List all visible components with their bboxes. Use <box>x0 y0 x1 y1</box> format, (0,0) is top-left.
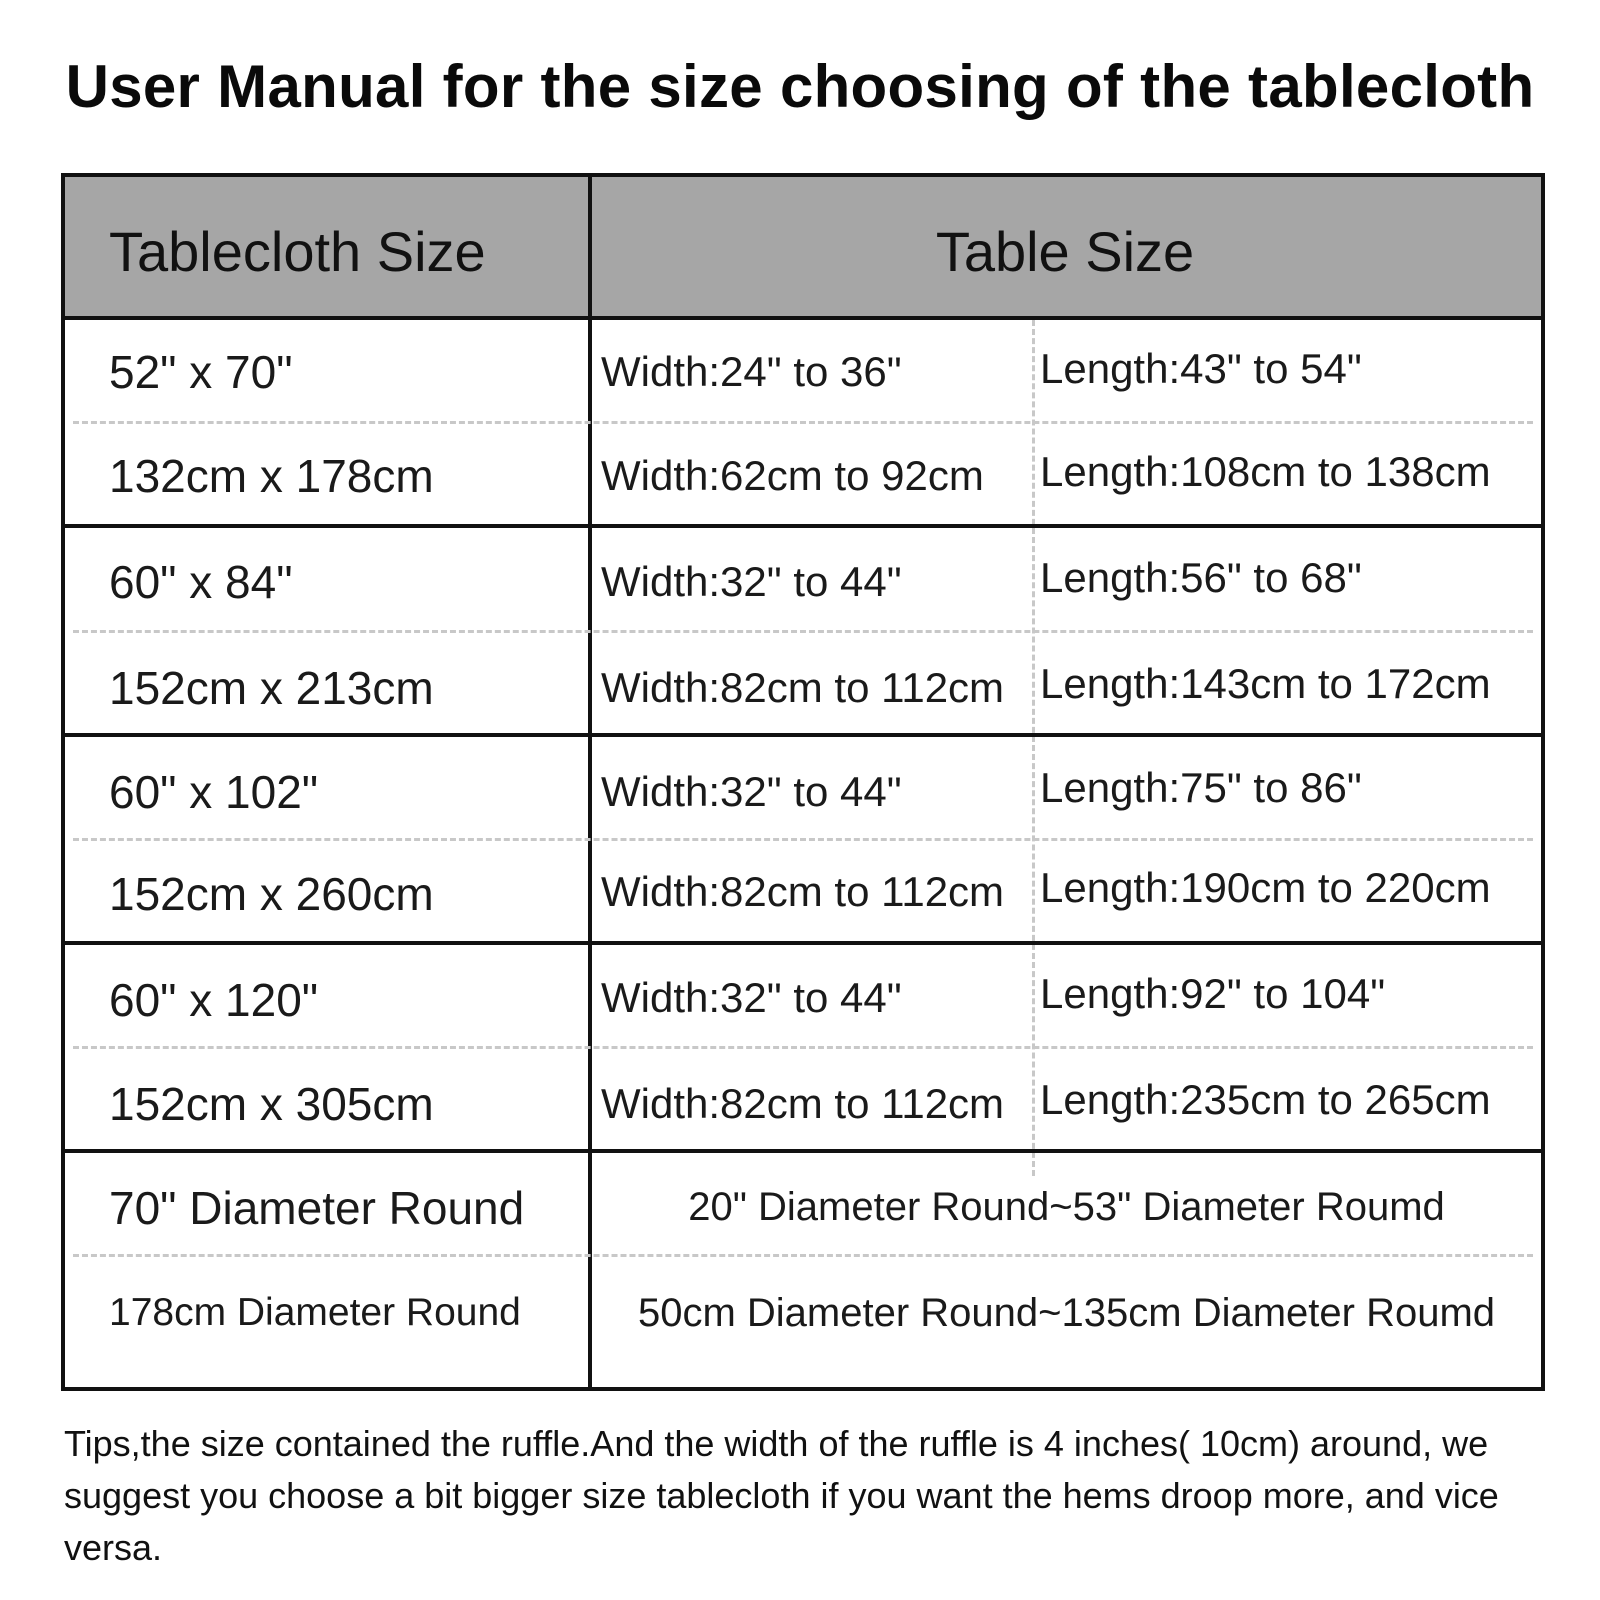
tablecloth-size-cell: 178cm Diameter Round <box>109 1291 521 1334</box>
size-table <box>61 173 1545 1391</box>
table-width-cell: Width:82cm to 112cm <box>601 868 1005 915</box>
round-table-size-cell: 20" Diameter Round~53" Diameter Roumd <box>688 1185 1445 1229</box>
table-width-cell: Width:62cm to 92cm <box>601 452 984 499</box>
tablecloth-size-cell: 60" x 120" <box>109 974 319 1026</box>
tablecloth-size-cell: 60" x 102" <box>109 766 319 818</box>
tablecloth-size-cell: 152cm x 305cm <box>109 1078 434 1130</box>
table-length-cell: Length:56" to 68" <box>1040 554 1362 601</box>
group-divider <box>65 524 1541 528</box>
table-length-cell: Length:43" to 54" <box>1040 345 1362 392</box>
tablecloth-size-cell: 152cm x 213cm <box>109 662 434 714</box>
table-width-cell: Width:82cm to 112cm <box>601 664 1005 711</box>
round-table-size-cell: 50cm Diameter Round~135cm Diameter Roumd <box>637 1291 1496 1335</box>
tablecloth-size-cell: 60" x 84" <box>109 556 293 608</box>
tips-text: Tips,the size contained the ruffle.And the width of the ruffle is 4 inches( 10cm) around, we suggest you choose a bit bigger size tablecloth if you want the hems droop more, and vice versa. <box>64 1423 1499 1568</box>
tablecloth-size-cell: 152cm x 260cm <box>109 868 434 920</box>
table-width-cell: Width:32" to 44" <box>601 768 902 815</box>
table-length-cell: Length:75" to 86" <box>1040 764 1362 811</box>
header-table-size: Table Size <box>935 220 1195 283</box>
row-divider-dashed <box>73 1254 1533 1257</box>
table-header <box>65 177 1541 320</box>
table-width-cell: Width:82cm to 112cm <box>601 1080 1005 1127</box>
table-length-cell: Length:235cm to 265cm <box>1040 1076 1491 1123</box>
group-divider <box>65 1149 1541 1153</box>
header-tablecloth-size: Tablecloth Size <box>109 220 486 283</box>
table-length-cell: Length:92" to 104" <box>1040 970 1386 1017</box>
table-length-cell: Length:108cm to 138cm <box>1040 448 1491 495</box>
table-length-cell: Length:190cm to 220cm <box>1040 864 1491 911</box>
table-width-cell: Width:24" to 36" <box>601 348 902 395</box>
row-divider-dashed <box>73 630 1533 633</box>
table-width-cell: Width:32" to 44" <box>601 974 902 1021</box>
table-width-cell: Width:32" to 44" <box>601 558 902 605</box>
group-divider <box>65 941 1541 945</box>
row-divider-dashed <box>73 1046 1533 1049</box>
group-divider <box>65 733 1541 737</box>
row-divider-dashed <box>73 421 1533 424</box>
tablecloth-size-cell: 132cm x 178cm <box>109 450 434 502</box>
table-length-cell: Length:143cm to 172cm <box>1040 660 1491 707</box>
tablecloth-size-cell: 70" Diameter Round <box>109 1182 525 1234</box>
page-title: User Manual for the size choosing of the tablecloth <box>65 53 1535 120</box>
tablecloth-size-cell: 52" x 70" <box>109 346 293 398</box>
row-divider-dashed <box>73 838 1533 841</box>
